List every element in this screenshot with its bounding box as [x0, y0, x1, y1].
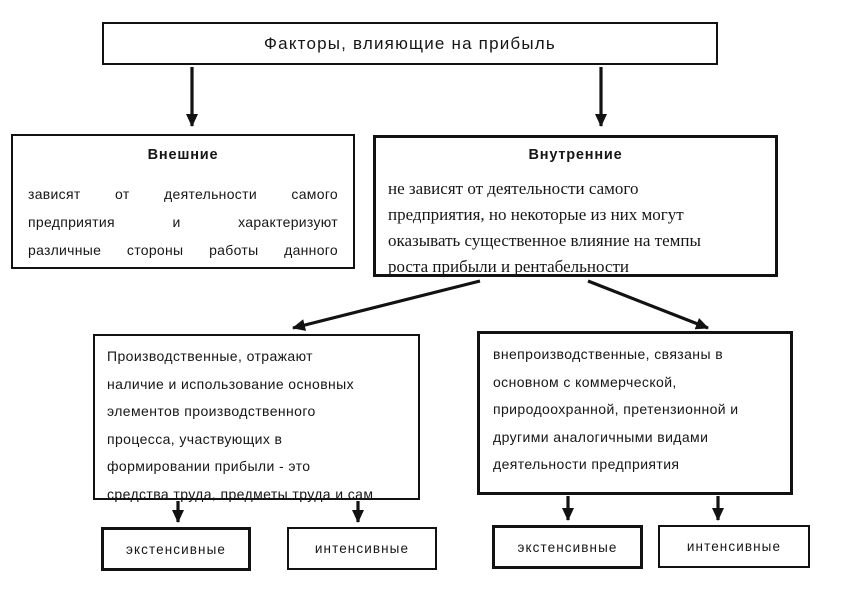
arrow-internal-to-nonproduction	[588, 281, 708, 328]
internal-title: Внутренние	[528, 147, 623, 163]
text-line: процесса, участвующих в	[107, 430, 283, 447]
leaf-label: экстенсивные	[517, 539, 618, 555]
nonproduction-description	[493, 341, 780, 479]
node-intensive-nonproduction	[658, 525, 810, 568]
node-nonproduction-factors	[477, 331, 793, 495]
text-line: оказывать существенное влияние на темпы	[388, 231, 701, 250]
text-line: предприятия и характеризуют	[28, 214, 338, 230]
node-production-factors	[93, 334, 420, 500]
leaf-label: экстенсивные	[125, 541, 227, 557]
node-extensive-nonproduction	[492, 525, 643, 569]
text-line: другими аналогичными видами	[493, 428, 709, 445]
text-line: деятельности предприятия	[493, 456, 680, 472]
text-line: Производственные, отражают	[107, 348, 313, 364]
node-internal-factors	[373, 135, 778, 277]
text-line: роста прибыли и рентабельности	[388, 257, 629, 276]
leaf-label: интенсивные	[686, 539, 782, 554]
text-line: основном с коммерческой,	[493, 373, 677, 390]
text-line: средства труда, предметы труда и сам	[107, 485, 374, 502]
external-description	[28, 180, 338, 264]
node-external-factors	[11, 134, 355, 269]
text-line: различные стороны работы данного	[28, 242, 338, 258]
diagram-title: Факторы, влияющие на прибыль	[264, 33, 556, 53]
text-line: природоохранной, претензионной и	[493, 401, 739, 417]
internal-description	[388, 176, 763, 280]
arrow-internal-to-production	[293, 281, 480, 328]
node-extensive-production	[101, 527, 251, 571]
node-intensive-production	[287, 527, 437, 570]
text-line: не зависят от деятельности самого	[388, 179, 639, 198]
text-line: наличие и использование основных	[107, 375, 355, 392]
leaf-label: интенсивные	[314, 541, 410, 556]
text-line: зависят от деятельности самого	[28, 186, 338, 202]
external-title: Внешние	[147, 147, 219, 163]
text-line: формировании прибыли - это	[107, 458, 311, 474]
node-root	[102, 22, 718, 65]
text-line: внепроизводственные, связаны в	[493, 346, 724, 362]
text-line: предприятия, но некоторые из них могут	[388, 205, 684, 224]
text-line: элементов производственного	[107, 403, 316, 419]
production-description	[107, 343, 408, 508]
